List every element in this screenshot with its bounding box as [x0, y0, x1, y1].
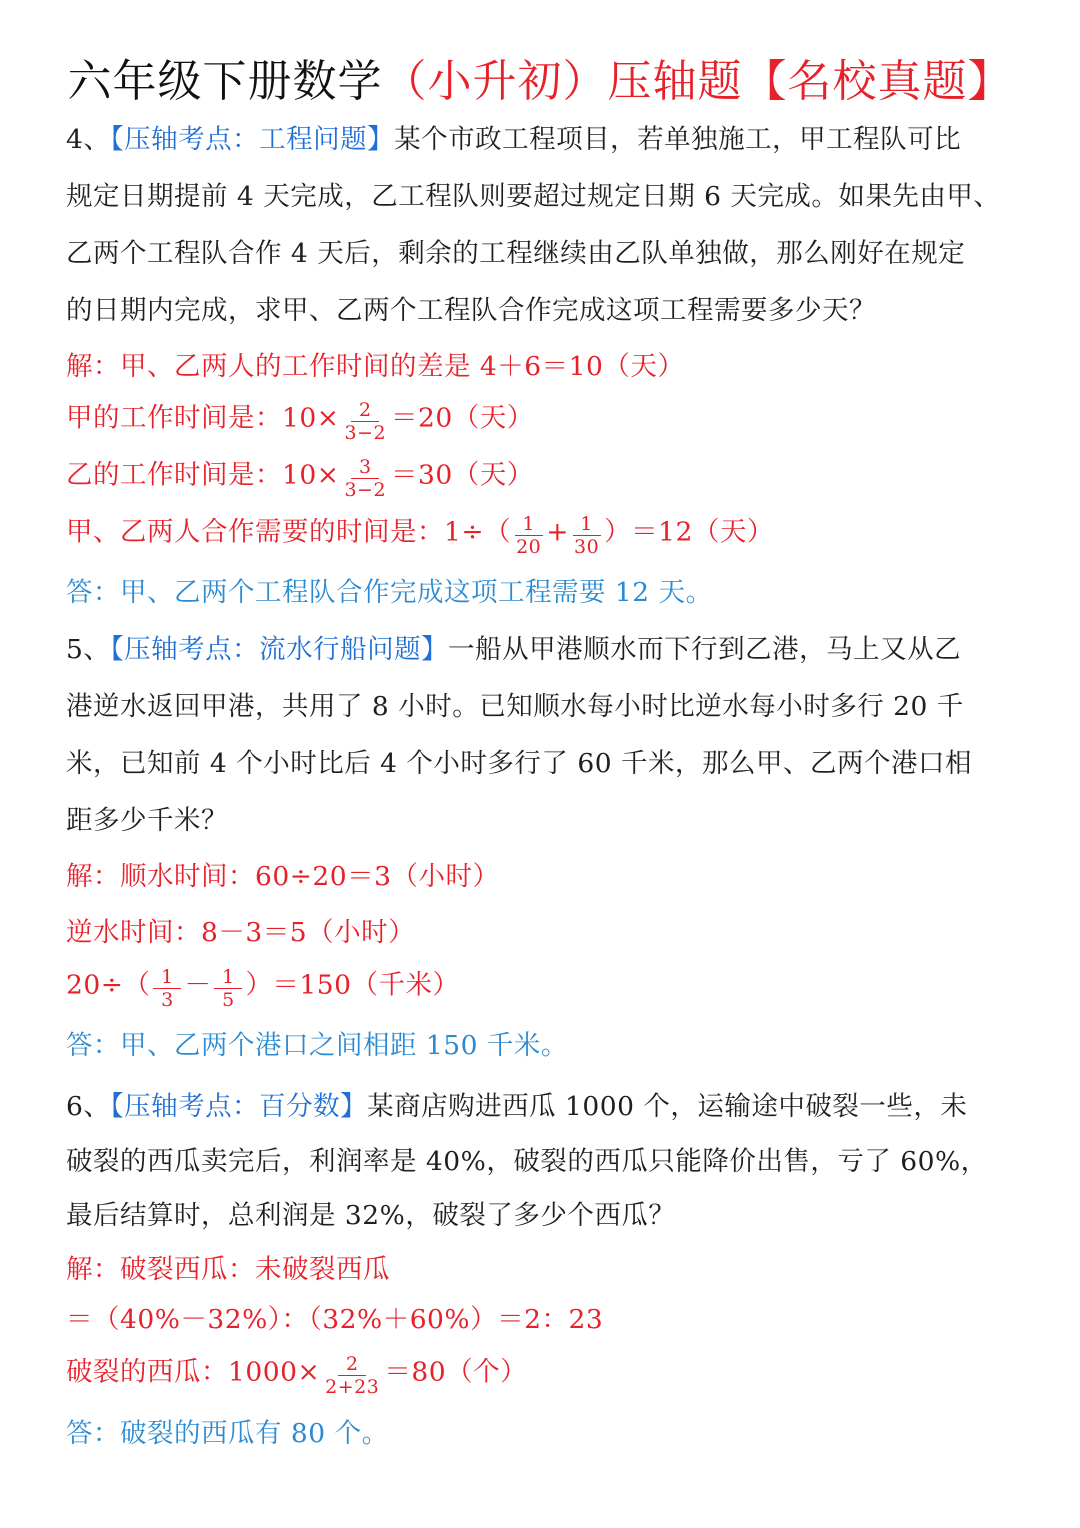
q5-text-1: 一船从甲港顺水而下行到乙港，马上又从乙: [448, 634, 962, 665]
q4-line-2: 规定日期提前 4 天完成，乙工程队则要超过规定日期 6 天完成。如果先由甲、: [66, 181, 1001, 212]
q4-line-3: 乙两个工程队合作 4 天后，剩余的工程继续由乙队单独做，那么刚好在规定: [66, 238, 966, 269]
q5-tag: 【压轴考点：流水行船问题】: [110, 634, 449, 665]
fraction-denominator: 3−2: [344, 479, 387, 501]
fraction-numerator: 1: [515, 514, 543, 536]
fraction: [342, 400, 388, 443]
q5-line-3: 米，已知前 4 个小时比后 4 个小时多行了 60 千米，那么甲、乙两个港口相: [66, 748, 972, 779]
fraction-numerator: 2: [351, 400, 379, 422]
q4-tag: 【压轴考点：工程问题】: [110, 124, 395, 155]
q5-sol3-operator: －: [184, 969, 212, 1001]
q5-solution-2: 逆水时间：8－3＝5（小时）: [66, 917, 416, 948]
fraction: [572, 514, 601, 557]
title-highlight: （小升初）压轴题【名校真题】: [382, 56, 1013, 107]
q5-line-2: 港逆水返回甲港，共用了 8 小时。已知顺水每小时比逆水每小时多行 20 千: [66, 691, 964, 722]
q5-sol3-post: ）＝150（千米）: [245, 969, 460, 1001]
q4-sol3-post: ＝30（天）: [391, 459, 534, 491]
q4-solution-3: [66, 455, 1026, 501]
q4-solution-1: 解：甲、乙两人的工作时间的差是 4＋6＝10（天）: [66, 351, 685, 382]
q5-line-1: [66, 630, 1026, 670]
fraction-denominator: 20: [516, 536, 542, 558]
q4-answer: 答：甲、乙两个工程队合作完成这项工程需要 12 天。: [66, 577, 713, 608]
q5-answer: 答：甲、乙两个港口之间相距 150 千米。: [66, 1030, 568, 1061]
q6-solution-2: ＝（40%－32%）：（32%＋60%）＝2：23: [66, 1304, 604, 1335]
q6-line-3: 最后结算时，总利润是 32%，破裂了多少个西瓜？: [66, 1200, 676, 1231]
fraction: [323, 1354, 381, 1397]
q5-solution-3: [66, 965, 1026, 1011]
fraction-denominator: 3−2: [344, 422, 387, 444]
q6-line-2: 破裂的西瓜卖完后，利润率是 40%，破裂的西瓜只能降价出售，亏了 60%，: [66, 1146, 988, 1177]
page-title: [0, 52, 1080, 112]
fraction: [514, 514, 543, 557]
fraction-denominator: 2+23: [325, 1376, 380, 1398]
q4-text-1: 某个市政工程项目，若单独施工，甲工程队可比: [394, 124, 962, 155]
fraction-numerator: 2: [338, 1354, 366, 1376]
q5-sol3-pre: 20÷（: [66, 969, 151, 1001]
q4-sol4-operator: +: [546, 516, 569, 548]
q6-line-1: [66, 1087, 1026, 1127]
fraction-numerator: 1: [153, 967, 181, 989]
q4-line-4: 的日期内完成，求甲、乙两个工程队合作完成这项工程需要多少天？: [66, 295, 876, 326]
q5-line-4: 距多少千米？: [66, 805, 228, 836]
q4-sol3-pre: 乙的工作时间是：10×: [66, 459, 340, 491]
fraction-denominator: 3: [161, 989, 174, 1011]
q6-solution-3: [66, 1352, 1026, 1398]
q4-sol2-post: ＝20（天）: [391, 402, 534, 434]
q4-line-1: [66, 120, 1026, 160]
fraction-numerator: 3: [351, 457, 379, 479]
q5-number: 5、: [66, 634, 111, 665]
fraction-denominator: 5: [222, 989, 235, 1011]
q4-sol4-post: ）＝12（天）: [604, 516, 774, 548]
q4-sol2-pre: 甲的工作时间是：10×: [66, 402, 340, 434]
q6-solution-1: 解：破裂西瓜：未破裂西瓜: [66, 1254, 390, 1285]
fraction-numerator: 1: [573, 514, 601, 536]
fraction-numerator: 1: [214, 967, 242, 989]
fraction: [153, 967, 181, 1010]
fraction-denominator: 30: [573, 536, 600, 558]
q6-sol3-pre: 破裂的西瓜：1000×: [66, 1356, 321, 1388]
q6-sol3-post: ＝80（个）: [384, 1356, 528, 1388]
title-prefix: 六年级下册数学: [67, 56, 383, 107]
q6-text-1: 某商店购进西瓜 1000 个，运输途中破裂一些，未: [367, 1091, 968, 1122]
q4-solution-2: [66, 398, 1026, 444]
q6-answer: 答：破裂的西瓜有 80 个。: [66, 1418, 389, 1449]
q4-sol4-pre: 甲、乙两人合作需要的时间是：1÷（: [66, 516, 512, 548]
q6-tag: 【压轴考点：百分数】: [110, 1091, 368, 1122]
q5-solution-1: 解：顺水时间：60÷20＝3（小时）: [66, 861, 500, 892]
q6-number: 6、: [66, 1091, 111, 1122]
fraction: [214, 967, 242, 1010]
q4-number: 4、: [66, 124, 111, 155]
q4-solution-4: [66, 512, 1026, 558]
fraction: [342, 457, 388, 500]
